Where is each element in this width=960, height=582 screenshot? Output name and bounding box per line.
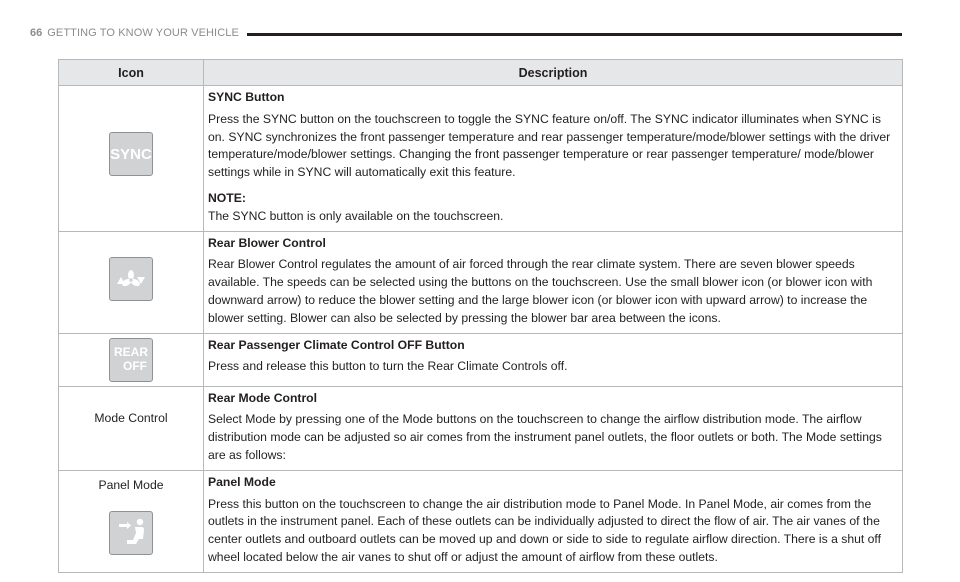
sync-icon-label: SYNC (110, 146, 152, 163)
rear-off-line1: REAR (113, 344, 148, 359)
icon-cell (59, 470, 204, 572)
table-header-row (59, 60, 903, 86)
column-header-icon: Icon (59, 60, 204, 86)
icon-cell (59, 231, 204, 333)
description-cell (204, 386, 903, 470)
rear-off-line2: OFF (123, 358, 147, 373)
row-title: Rear Mode Control (208, 390, 318, 405)
description-cell (204, 231, 903, 333)
description-cell (204, 86, 903, 232)
table-row-rear-off (59, 333, 903, 386)
note-text: The SYNC button is only available on the touchscreen. (208, 208, 504, 223)
sync-icon (109, 132, 153, 176)
page-header (30, 25, 902, 41)
blower-fan-icon (109, 257, 153, 301)
rear-off-icon (109, 338, 153, 382)
panel-mode-icon (109, 511, 153, 555)
row-description: Rear Blower Control regulates the amount of air forced through the rear climate system. There are seven blower speeds available. The speeds can be selected using the buttons on the touchscreen. Use the small blower icon (or blower icon with downward arrow) to reduce the blower setting and the large blower icon (or blower icon with upward arrow) to increase the blower setting. Blower can also be selected by pressing the blower bar area between the icons. (208, 257, 873, 325)
panel-mode-label: Panel Mode (98, 477, 164, 492)
row-description: Press and release this button to turn the Rear Climate Controls off. (208, 359, 568, 374)
section-title: GETTING TO KNOW YOUR VEHICLE (47, 27, 239, 39)
icon-description-table (58, 59, 903, 573)
row-title: Rear Blower Control (208, 235, 326, 250)
header-rule (247, 33, 902, 36)
row-title: Panel Mode (208, 474, 276, 489)
row-description: Press the SYNC button on the touchscreen to toggle the SYNC feature on/off. The SYNC indicator illuminates when SYNC is on. SYNC synchronizes the front passenger temperature and rear passenger temperature/mode/blower settings with the driver temperature/mode/blower settings. Changing the front passenger temperature or rear passenger temperature/ mode/blower settings while in SYNC will automatically exit this feature. (208, 111, 891, 180)
icon-cell (59, 386, 204, 470)
row-title: Rear Passenger Climate Control OFF Button (208, 337, 465, 352)
description-cell (204, 470, 903, 572)
column-header-description: Description (204, 60, 903, 86)
icon-cell (59, 86, 204, 232)
page-number: 66 (30, 27, 43, 39)
panel-airflow-icon (109, 511, 153, 555)
note-label: NOTE: (208, 190, 246, 205)
mode-control-label: Mode Control (94, 410, 168, 425)
rear-blower-icon (109, 257, 153, 301)
row-title: SYNC Button (208, 90, 285, 104)
description-cell (204, 333, 903, 386)
icon-cell (59, 333, 204, 386)
table-row-panel-mode (59, 470, 903, 572)
table-row-rear-blower (59, 231, 903, 333)
table-row-sync (59, 86, 903, 232)
row-description: Select Mode by pressing one of the Mode buttons on the touchscreen to change the airflow distribution mode. The airflow distribution mode can be adjusted so air comes from the instrument panel outlets, the floor outlets or both. The Mode settings are as follows: (208, 412, 882, 462)
table-row-mode-control (59, 386, 903, 470)
row-description: Press this button on the touchscreen to change the air distribution mode to Panel Mode. In Panel Mode, air comes from the outlets in the instrument panel. Each of these outlets can be individually adjusted to direct the flow of air. The air vanes of the center outlets and outboard outlets can be moved up and down or side to side to regulate airflow direction. There is a shut off wheel located below the air vanes to shut off or adjust the amount of airflow from these outlets. (208, 496, 881, 564)
